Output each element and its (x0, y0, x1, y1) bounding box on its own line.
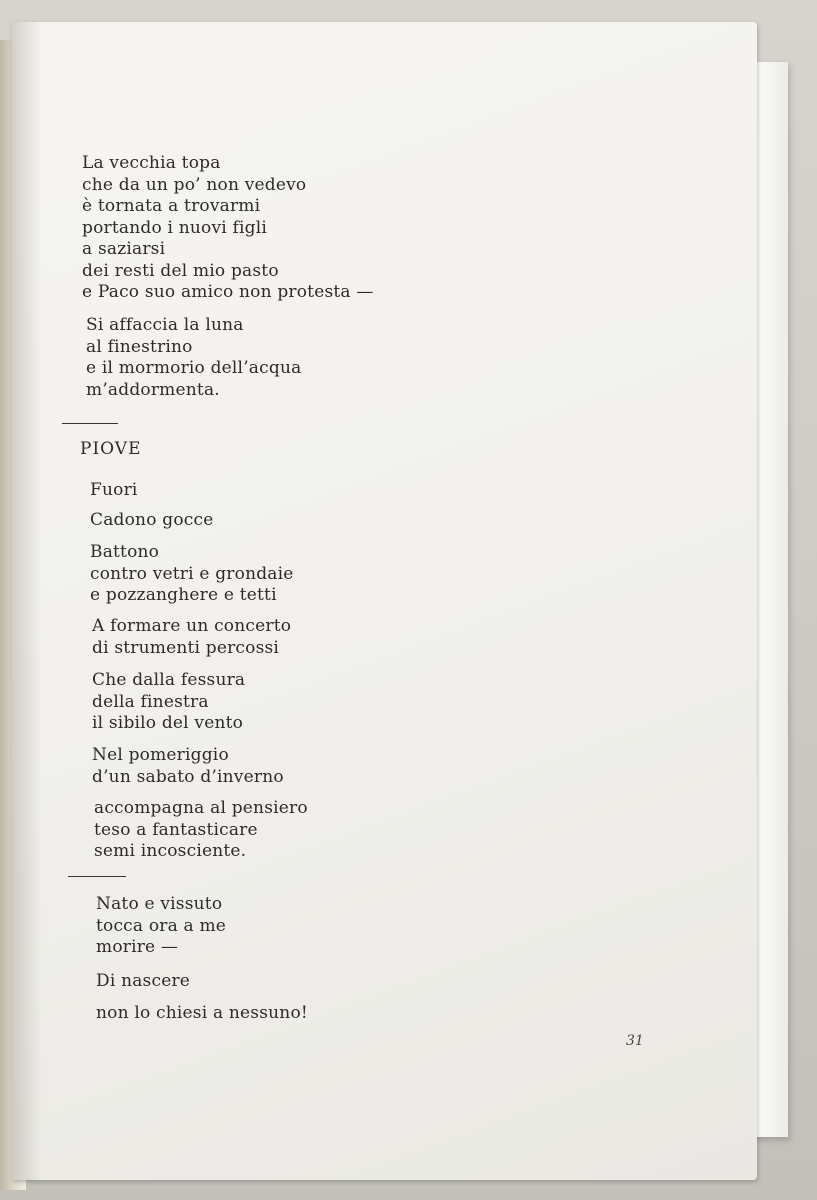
poem-two-stanza-1 (90, 480, 138, 502)
verse-line: tocca ora a me (96, 915, 227, 936)
poem-two-stanza-6 (92, 745, 284, 788)
verse-line: portando i nuovi figli (82, 217, 267, 238)
poem-one-stanza-2 (86, 315, 301, 401)
poem-two-stanza-2 (90, 510, 213, 532)
poem-three-stanza-2 (96, 971, 190, 993)
poem-two-stanza-7 (94, 798, 308, 863)
poem-three-stanza-3 (96, 1003, 308, 1025)
verse-line: della finestra (92, 691, 209, 712)
verse-line: A formare un concerto (92, 616, 292, 636)
section-divider (62, 423, 118, 424)
verse-line: Fuori (90, 480, 138, 500)
section-divider (68, 876, 126, 877)
verse-line: che da un po’ non vedevo (82, 174, 307, 195)
verse-line: contro vetri e grondaie (90, 563, 294, 584)
verse-line: La vecchia topa (82, 153, 221, 173)
page-number: 31 (626, 1033, 644, 1049)
verse-line: è tornata a trovarmi (82, 196, 261, 216)
verse-line: Nel pomeriggio (92, 745, 229, 765)
poem-two-stanza-3 (90, 542, 294, 607)
verse-line: morire — (96, 937, 179, 957)
verse-line: e il mormorio dell’acqua (86, 358, 302, 378)
verse-line: Si affaccia la luna (86, 315, 244, 335)
verse-line: al finestrino (86, 336, 193, 357)
poem-one-stanza-1 (82, 153, 374, 304)
verse-line: semi incosciente. (94, 841, 247, 861)
verse-line: m’addormenta. (86, 379, 220, 400)
poem-two-stanza-4 (92, 616, 291, 659)
verse-line: Di nascere (96, 971, 191, 991)
verse-line: Battono (90, 542, 160, 562)
verse-line: d’un sabato d’inverno (92, 766, 284, 787)
verse-line: e Paco suo amico non protesta — (82, 282, 374, 302)
verse-line: non lo chiesi a nessuno! (96, 1003, 308, 1023)
verse-line: Cadono gocce (90, 510, 214, 530)
gutter-shadow (12, 22, 42, 1180)
verse-line: Che dalla fessura (92, 670, 246, 690)
verse-line: e pozzanghere e tetti (90, 585, 277, 605)
poem-title: PIOVE (80, 439, 142, 459)
verse-line: di strumenti percossi (92, 637, 280, 658)
poem-three-stanza-1 (96, 894, 226, 959)
verse-line: il sibilo del vento (92, 713, 244, 733)
book-page (12, 22, 757, 1180)
verse-line: dei resti del mio pasto (82, 260, 279, 281)
verse-line: Nato e vissuto (96, 894, 223, 914)
verse-line: accompagna al pensiero (94, 798, 308, 818)
verse-line: teso a fantasticare (94, 819, 258, 840)
verse-line: a saziarsi (82, 239, 166, 259)
poem-two-stanza-5 (92, 670, 245, 735)
